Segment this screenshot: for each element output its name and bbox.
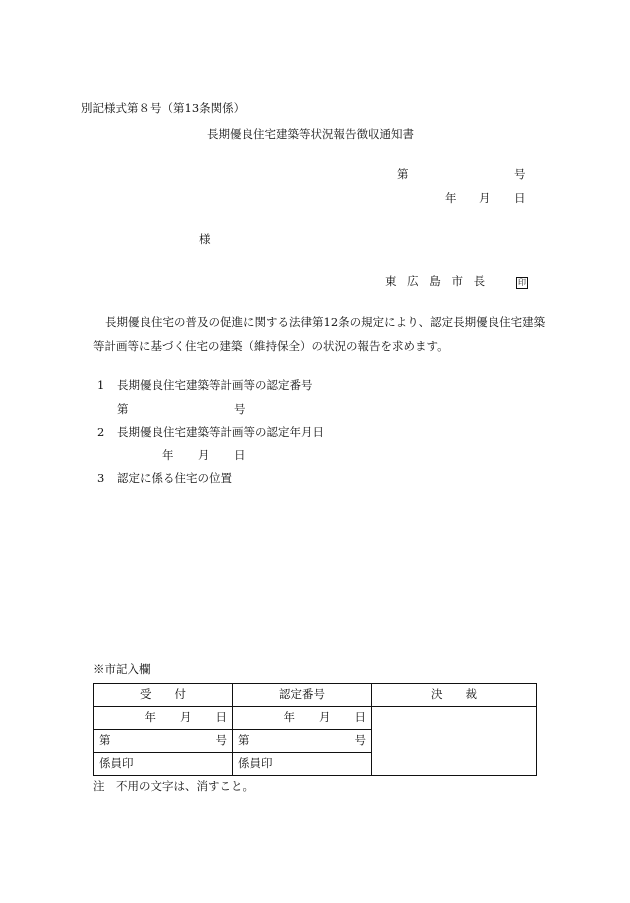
- item-2-day: 日: [234, 448, 246, 462]
- cert-date: [233, 707, 372, 730]
- date-year: 年: [283, 710, 295, 725]
- item-1-sub-suffix: 号: [234, 402, 246, 416]
- body-line-2: 等計画等に基づく住宅の建築（維持保全）の状況の報告を求めます。: [93, 339, 449, 353]
- header-reception: 受 付: [94, 684, 233, 707]
- doc-date-day: 日: [514, 191, 526, 205]
- item-1-sub-prefix: 第: [117, 402, 129, 416]
- date-month: 月: [319, 710, 331, 725]
- item-3-number: 3: [97, 471, 105, 485]
- office-record-table: [93, 683, 537, 776]
- issuer-seal: [512, 276, 528, 289]
- no-suffix: 号: [215, 733, 227, 748]
- item-2-month: 月: [198, 448, 210, 462]
- doc-date-year: 年: [445, 191, 457, 205]
- header-cert-number: 認定番号: [233, 684, 372, 707]
- item-2-number: 2: [97, 425, 105, 439]
- no-prefix: 第: [99, 733, 111, 748]
- date-year: 年: [144, 710, 156, 725]
- reception-staff-stamp: 係員印: [94, 753, 233, 776]
- item-2-year: 年: [162, 448, 174, 462]
- footnote: 注 不用の文字は、消すこと。: [93, 779, 254, 793]
- table-row: [94, 684, 537, 707]
- office-section-title: ※市記入欄: [93, 662, 151, 676]
- item-2-label: 長期優良住宅建築等計画等の認定年月日: [117, 425, 324, 439]
- date-day: 日: [215, 710, 227, 725]
- reception-date: [94, 707, 233, 730]
- addressee-suffix: 様: [199, 232, 211, 246]
- seal-mark: 印: [518, 278, 526, 287]
- approval-stamp-area: [372, 707, 537, 776]
- date-day: 日: [354, 710, 366, 725]
- table-row: [94, 707, 537, 730]
- issuer-name: 東 広 島 市 長: [385, 274, 486, 288]
- date-month: 月: [180, 710, 192, 725]
- doc-number-suffix: 号: [514, 167, 526, 181]
- no-suffix: 号: [354, 733, 366, 748]
- no-prefix: 第: [238, 733, 250, 748]
- cert-number: [233, 730, 372, 753]
- form-label: 別記様式第８号（第13条関係）: [81, 101, 246, 115]
- item-3-label: 認定に係る住宅の位置: [117, 471, 232, 485]
- item-1-number: 1: [97, 378, 105, 392]
- item-1-label: 長期優良住宅建築等計画等の認定番号: [117, 378, 313, 392]
- header-approval: 決 裁: [372, 684, 537, 707]
- doc-number-prefix: 第: [397, 167, 409, 181]
- reception-number: [94, 730, 233, 753]
- cert-staff-stamp: 係員印: [233, 753, 372, 776]
- doc-date-month: 月: [479, 191, 491, 205]
- body-line-1: 長期優良住宅の普及の促進に関する法律第12条の規定により、認定長期優良住宅建築: [105, 315, 546, 329]
- page-title: 長期優良住宅建築等状況報告徴収通知書: [207, 127, 414, 141]
